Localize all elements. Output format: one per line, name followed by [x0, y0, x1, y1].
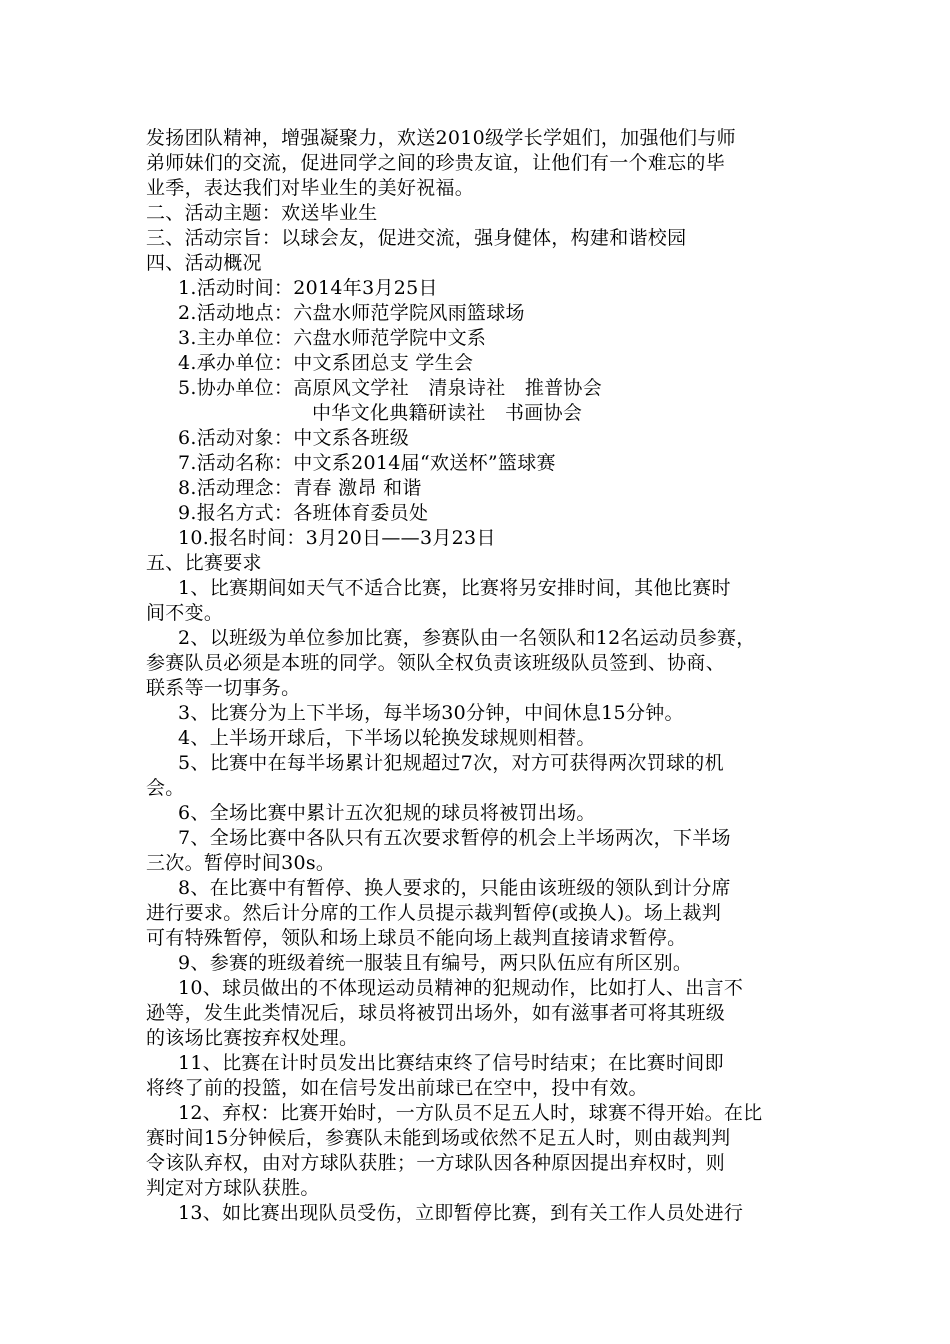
rule-line: 逊等，发生此类情况后，球员将被罚出场外，如有滋事者可将其班级 [146, 1002, 726, 1024]
overview-item: 10.报名时间：3月20日——3月23日 [178, 527, 496, 549]
rule-line: 会。 [146, 777, 185, 799]
section-overview-heading: 四、活动概况 [146, 252, 262, 274]
rule-line: 8、在比赛中有暂停、换人要求的，只能由该班级的领队到计分席 [178, 877, 731, 899]
rule-line: 判定对方球队获胜。 [146, 1177, 320, 1199]
section-theme: 二、活动主题：欢送毕业生 [146, 202, 378, 224]
rule-line: 13、如比赛出现队员受伤，立即暂停比赛，到有关工作人员处进行 [178, 1202, 744, 1224]
rule-line: 6、全场比赛中累计五次犯规的球员将被罚出场。 [178, 802, 596, 824]
rule-line: 赛时间15分钟候后，参赛队未能到场或依然不足五人时，则由裁判判 [146, 1127, 731, 1149]
rule-line: 三次。暂停时间30s。 [146, 852, 336, 874]
rule-line: 2、以班级为单位参加比赛，参赛队由一名领队和12名运动员参赛， [178, 627, 756, 649]
rule-line: 7、全场比赛中各队只有五次要求暂停的机会上半场两次，下半场 [178, 827, 731, 849]
rule-line: 12、弃权：比赛开始时，一方队员不足五人时，球赛不得开始。在比 [178, 1102, 763, 1124]
overview-item: 6.活动对象：中文系各班级 [178, 427, 410, 449]
overview-item: 7.活动名称：中文系2014届“欢送杯”篮球赛 [178, 452, 556, 474]
rule-line: 9、参赛的班级着统一服装且有编号，两只队伍应有所区别。 [178, 952, 693, 974]
rule-line: 参赛队员必须是本班的同学。领队全权负责该班级队员签到、协商、 [146, 652, 726, 674]
overview-item: 3.主办单位：六盘水师范学院中文系 [178, 327, 487, 349]
section-purpose: 三、活动宗旨：以球会友，促进交流，强身健体，构建和谐校园 [146, 227, 687, 249]
overview-item-continuation: 中华文化典籍研读社 书画协会 [312, 402, 583, 424]
rule-line: 间不变。 [146, 602, 224, 624]
overview-item: 2.活动地点：六盘水师范学院风雨篮球场 [178, 302, 525, 324]
intro-line: 业季，表达我们对毕业生的美好祝福。 [146, 177, 475, 199]
rule-line: 进行要求。然后计分席的工作人员提示裁判暂停(或换人)。场上裁判 [146, 902, 722, 924]
rule-line: 将终了前的投篮，如在信号发出前球已在空中，投中有效。 [146, 1077, 648, 1099]
overview-item: 9.报名方式：各班体育委员处 [178, 502, 429, 524]
rule-line: 令该队弃权，由对方球队获胜；一方球队因各种原因提出弃权时，则 [146, 1152, 726, 1174]
intro-line: 发扬团队精神，增强凝聚力，欢送2010级学长学姐们，加强他们与师 [146, 127, 736, 149]
rule-line: 1、比赛期间如天气不适合比赛，比赛将另安排时间，其他比赛时 [178, 577, 731, 599]
rule-line: 联系等一切事务。 [146, 677, 301, 699]
rule-line: 的该场比赛按弃权处理。 [146, 1027, 359, 1049]
rule-line: 5、比赛中在每半场累计犯规超过7次，对方可获得两次罚球的机 [178, 752, 724, 774]
rule-line: 10、球员做出的不体现运动员精神的犯规动作，比如打人、出言不 [178, 977, 744, 999]
overview-item: 4.承办单位：中文系团总支 学生会 [178, 352, 474, 374]
rule-line: 3、比赛分为上下半场，每半场30分钟，中间休息15分钟。 [178, 702, 684, 724]
overview-item: 5.协办单位：高原风文学社 清泉诗社 推普协会 [178, 377, 603, 399]
overview-item: 1.活动时间：2014年3月25日 [178, 277, 438, 299]
rule-line: 可有特殊暂停，领队和场上球员不能向场上裁判直接请求暂停。 [146, 927, 687, 949]
rule-line: 11、比赛在计时员发出比赛结束终了信号时结束；在比赛时间即 [178, 1052, 724, 1074]
rule-line: 4、上半场开球后，下半场以轮换发球规则相替。 [178, 727, 596, 749]
overview-item: 8.活动理念：青春 激昂 和谐 [178, 477, 422, 499]
intro-line: 弟师妹们的交流，促进同学之间的珍贵友谊，让他们有一个难忘的毕 [146, 152, 726, 174]
section-rules-heading: 五、比赛要求 [146, 552, 262, 574]
